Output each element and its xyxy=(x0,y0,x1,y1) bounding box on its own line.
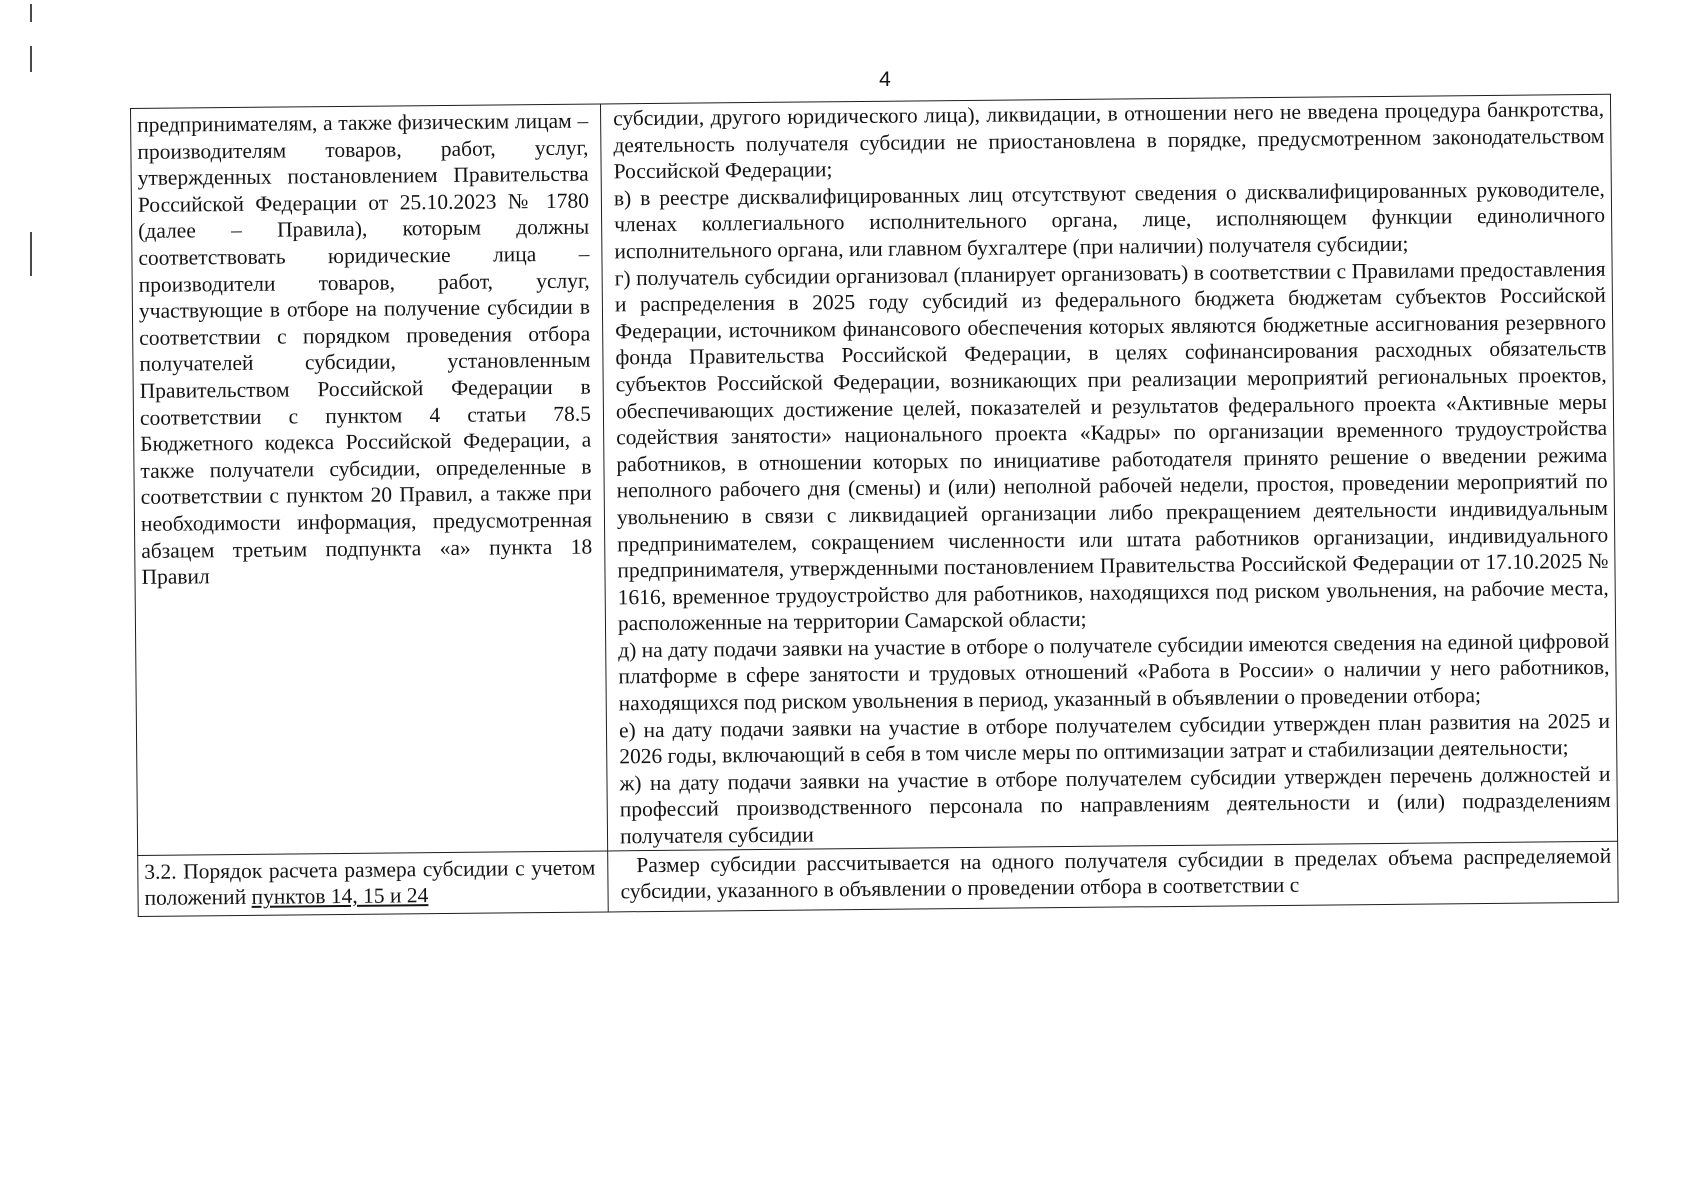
scan-edge-mark-top xyxy=(30,4,32,22)
right-cell-paragraph: д) на дату подачи заявки на участие в отборе о получателе субсидии имеются сведения на единой цифровой платформе в сфере занятости и трудовых отношений «Работа в России» о наличии у него работников, находящихся под риском увольнения в период, указанный в объявлении о проведении отбора; xyxy=(618,628,1610,716)
table-row xyxy=(131,94,1618,855)
page-number: 4 xyxy=(879,68,891,91)
right-cell-paragraph: субсидии, другого юридического лица), ликвидации, в отношении него не введена процедура банкротства, деятельность получателя субсидии не приостановлена в порядке, предусмотренном законодательством Российской Федерации; xyxy=(613,96,1605,184)
left-cell-text: предпринимателям, а также физическим лицам – производителям товаров, работ, услуг, утвержденных постановлением Правительства Российской Федерации от 25.10.2023 № 1780 (далее – Правила), которым должны соответствовать юридические лица – производители товаров, работ, услуг, участвующие в отборе на получение субсидии в соответствии с порядком проведения отбора получателей субсидии, установленным Правительством Российской Федерации в соответствии с пунктом 4 статьи 78.5 Бюджетного кодекса Российской Федерации, а также получатели субсидии, определенные в соответствии с пунктом 20 Правил, а также при необходимости информация, предусмотренная абзацем третьим подпункта «а» пункта 18 Правил xyxy=(137,108,593,590)
right-cell-paragraph: в) в реестре дисквалифицированных лиц отсутствуют сведения о дисквалифицированных руководителе, членах коллегиального исполнительного органа, лице, исполняющем функции единоличного исполнительного органа, или главном бухгалтере (при наличии) получателя субсидии; xyxy=(613,176,1606,264)
section-3-2-heading xyxy=(144,854,595,912)
right-cell-paragraph: е) на дату подачи заявки на участие в отборе получателем субсидии утвержден план развития на 2025 и 2026 годы, включающий в себя в том числе меры по оптимизации затрат и стабилизации деятельности; xyxy=(618,708,1611,769)
right-cell-paragraph: ж) на дату подачи заявки на участие в отборе получателем субсидии утвержден перечень должностей и профессий производственного персонала по направлениям деятельности и (или) подразделениям получателя субсидии xyxy=(619,761,1611,849)
table-cell-left xyxy=(138,851,609,917)
table-cell-left xyxy=(131,104,608,855)
table-cell-right xyxy=(608,841,1619,912)
scan-edge-mark-lower xyxy=(30,232,32,276)
right-cell-paragraph: г) получатель субсидии организовал (планирует организовать) в соответствии с Правилами предоставления и распределения в 2025 году субсидий из федерального бюджета бюджетам субъектов Российской Федерации, источником финансового обеспечения которых являются бюджетные ассигнования резервного фонда Правительства Российской Федерации, в целях софинансирования расходных обязательств субъектов Российской Федерации, возникающих при реализации мероприятий региональных проектов, обеспечивающих достижение целей, показателей и результатов федерального проекта «Активные меры содействия занятости» национального проекта «Кадры» по организации временного трудоустройства работников, в отношении которых по инициативе работодателя принято решение о введении режима неполного рабочего дня (смены) и (или) неполной рабочей недели, простоя, проведении мероприятий по увольнению в связи с ликвидацией организации либо прекращением деятельности индивидуальным предпринимателем, сокращением численности или штата работников организации, индивидуального предпринимателя, утвержденными постановлением Правительства Российской Федерации от 17.10.2025 № 1616, временное трудоустройство для работников, находящихся под риском увольнения, на рабочие места, расположенные на территории Самарской области; xyxy=(614,256,1609,636)
subsidy-calculation-text: Размер субсидии рассчитывается на одного получателя субсидии в пределах объема распределяемой субсидии, указанного в объявлении о проведении отбора в соответствии с xyxy=(620,843,1612,904)
table-row xyxy=(138,841,1619,916)
table-cell-right xyxy=(600,94,1617,850)
requirements-table xyxy=(130,94,1619,917)
section-3-2-heading-text: 3.2. Порядок расчета размера субсидии с учетом положений xyxy=(144,855,596,911)
section-3-2-heading-link: пунктов 14, 15 и 24 xyxy=(251,883,429,910)
